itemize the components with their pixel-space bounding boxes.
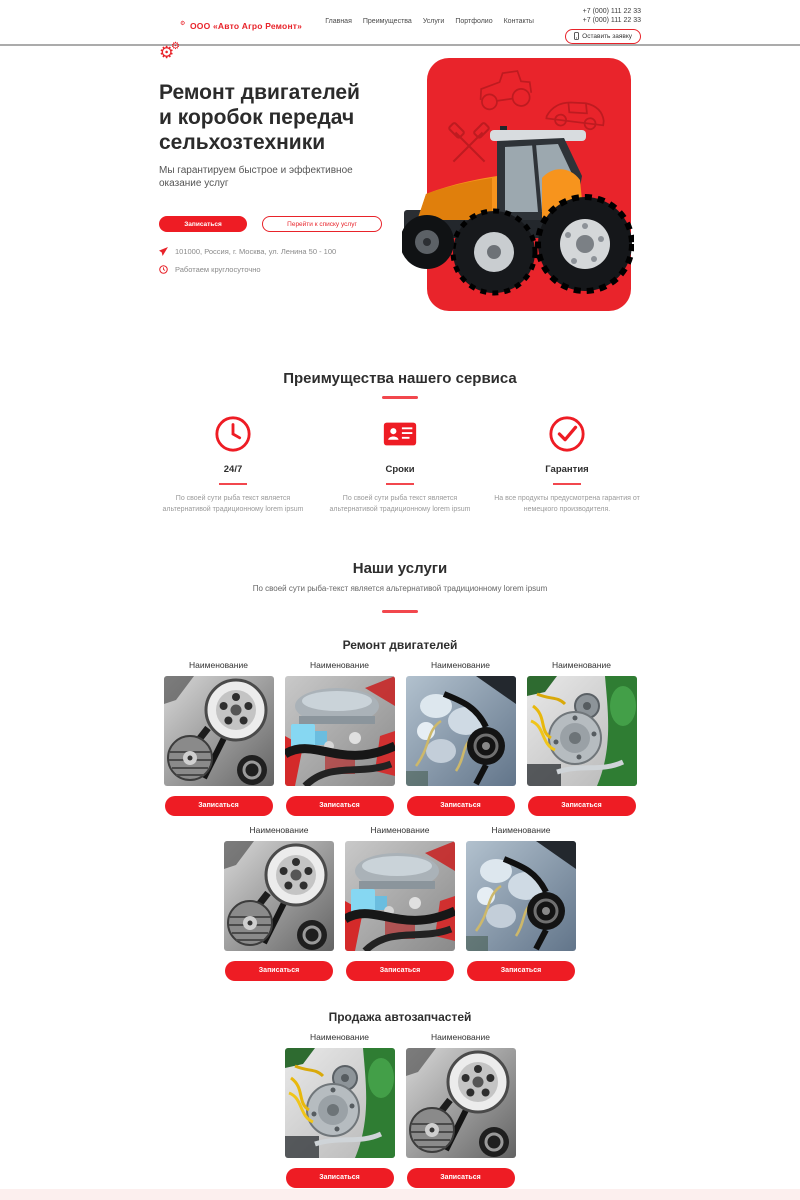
- engine-photo-red-blue: [285, 676, 395, 786]
- advantage-label: Гарантия: [545, 464, 589, 475]
- service-card: [527, 660, 637, 816]
- advantages-section: [0, 370, 800, 516]
- clock-small-icon: [159, 265, 168, 274]
- card-title: Наименование: [310, 659, 369, 670]
- engine-photo-chrome: [466, 841, 576, 951]
- address-text: 101000, Россия, г. Москва, ул. Ленина 50 - 100: [175, 247, 337, 256]
- header-phones: [557, 7, 641, 26]
- engine-photo-green: [285, 1048, 395, 1158]
- hero-subtitle: Мы гарантируем быстрое и эффективное оказание услуг: [159, 165, 353, 189]
- signup-button[interactable]: Записаться: [407, 796, 515, 816]
- services-section: [0, 560, 800, 1188]
- parts-cards-row: [159, 1032, 641, 1188]
- engine-cards-row-2: [159, 825, 641, 981]
- advantage-text: По своей сути рыба текст является альтернативой традиционному lorem ipsum: [162, 495, 304, 513]
- next-section-edge: [0, 1189, 800, 1200]
- company-name: ООО «Авто Агро Ремонт»: [190, 21, 303, 32]
- card-title: Наименование: [370, 824, 430, 835]
- section-divider: [382, 610, 418, 613]
- service-card: [406, 1032, 516, 1188]
- nav-item-portfolio[interactable]: Портфолио: [455, 18, 493, 25]
- advantage-item-terms: [326, 415, 474, 516]
- mobile-phone-icon: [574, 32, 579, 40]
- engine-photo-bw: [406, 1048, 516, 1158]
- service-card: [224, 825, 334, 981]
- advantage-label: 24/7: [223, 464, 243, 475]
- card-title: Наименование: [491, 824, 551, 835]
- signup-button[interactable]: Записаться: [286, 796, 394, 816]
- engine-photo-bw: [224, 841, 334, 951]
- card-title: Наименование: [310, 1031, 369, 1042]
- service-card: [466, 825, 576, 981]
- signup-button[interactable]: Записаться: [528, 796, 636, 816]
- signup-button[interactable]: Записаться: [165, 796, 273, 816]
- engine-photo-green: [527, 676, 637, 786]
- card-title: Наименование: [552, 659, 611, 670]
- service-card: [285, 1032, 395, 1188]
- nav-item-services[interactable]: Услуги: [422, 18, 445, 25]
- label-divider: [386, 483, 414, 485]
- service-card: [345, 825, 455, 981]
- tractor-photo: [402, 122, 634, 304]
- advantage-item-247: [159, 415, 307, 516]
- advantages-title: Преимущества нашего сервиса: [283, 370, 517, 387]
- phone-number-1[interactable]: +7 (000) 111 22 33: [582, 8, 641, 15]
- clock-icon: [214, 415, 252, 453]
- label-divider: [219, 483, 247, 485]
- signup-button[interactable]: Записаться: [467, 961, 575, 981]
- gears-logo-icon: ⚙ ⚙ ⚙: [159, 21, 186, 63]
- advantage-item-warranty: [493, 415, 641, 516]
- leave-request-button[interactable]: [565, 29, 641, 44]
- card-title: Наименование: [249, 824, 309, 835]
- services-title: Наши услуги: [352, 559, 448, 577]
- hero-section: [0, 46, 800, 348]
- nav-item-home[interactable]: Главная: [325, 18, 352, 25]
- leave-request-label: Оставить заявку: [582, 32, 632, 40]
- engine-photo-red-blue: [345, 841, 455, 951]
- working-hours-text: Работаем круглосуточно: [175, 265, 261, 274]
- logo[interactable]: [159, 7, 303, 63]
- site-header: [0, 0, 800, 63]
- services-list-button[interactable]: Перейти к списку услуг: [262, 216, 382, 232]
- advantage-text: На все продукты предусмотрена гарантия от немецкого производителя.: [494, 495, 640, 513]
- engine-repair-title: Ремонт двигателей: [342, 637, 458, 652]
- advantage-label: Сроки: [385, 464, 415, 475]
- engine-photo-bw: [164, 676, 274, 786]
- id-card-icon: [381, 415, 419, 453]
- tractor-sketch-icon: [470, 64, 540, 116]
- service-card: [164, 660, 274, 816]
- check-circle-icon: [548, 415, 586, 453]
- signup-button[interactable]: Записаться: [346, 961, 454, 981]
- parts-sale-title: Продажа автозапчастей: [328, 1009, 472, 1024]
- services-subtitle: По своей сути рыба-текст является альтернативой традиционному lorem ipsum: [252, 583, 548, 593]
- engine-photo-chrome: [406, 676, 516, 786]
- signup-button[interactable]: Записаться: [407, 1168, 515, 1188]
- send-location-icon: [159, 247, 168, 256]
- signup-button[interactable]: Записаться: [286, 1168, 394, 1188]
- nav-item-advantages[interactable]: Преимущества: [362, 18, 412, 25]
- card-title: Наименование: [189, 659, 248, 670]
- hero-title: Ремонт двигателей и коробок передач сельхозтехники: [159, 81, 360, 154]
- signup-button[interactable]: Записаться: [225, 961, 333, 981]
- engine-cards-row-1: [159, 660, 641, 816]
- card-title: Наименование: [431, 1031, 490, 1042]
- card-title: Наименование: [431, 659, 490, 670]
- service-card: [406, 660, 516, 816]
- service-card: [285, 660, 395, 816]
- main-nav: [325, 18, 534, 45]
- label-divider: [553, 483, 581, 485]
- phone-number-2[interactable]: +7 (000) 111 22 33: [582, 17, 641, 25]
- advantage-text: По своей сути рыба текст является альтернативой традиционному lorem ipsum: [329, 495, 471, 513]
- signup-button[interactable]: Записаться: [159, 216, 247, 232]
- nav-item-contacts[interactable]: Контакты: [503, 18, 534, 25]
- title-divider: [382, 396, 418, 399]
